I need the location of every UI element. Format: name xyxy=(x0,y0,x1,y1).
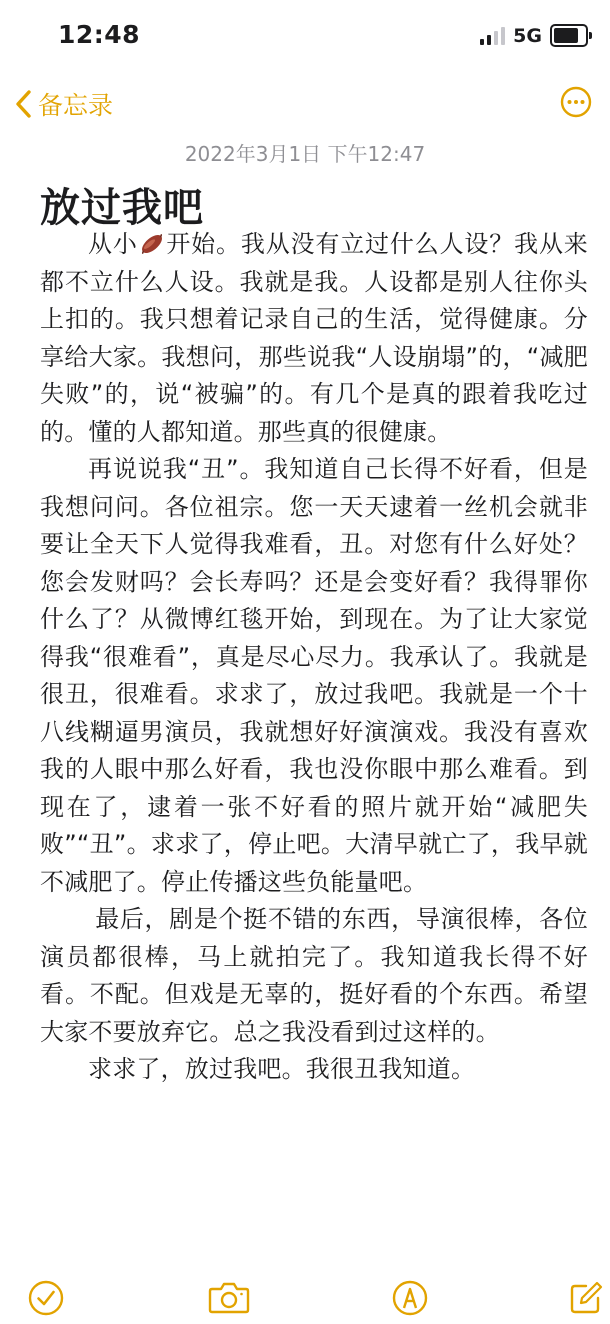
note-paragraph: 最后，剧是个挺不错的东西，导演很棒，各位演员都很棒，马上就拍完了。我知道我长得不好看。不配。但戏是无辜的，挺好看的个东西。希望大家不要放弃它。总之我没看到过这样的。 xyxy=(40,905,588,1046)
compose-button[interactable] xyxy=(566,1278,606,1318)
checkmark-circle-icon xyxy=(26,1278,66,1318)
network-type: 5G xyxy=(513,24,542,47)
cellular-signal-icon xyxy=(480,27,505,45)
markup-pen-icon xyxy=(390,1278,430,1318)
bottom-toolbar xyxy=(0,1278,610,1322)
camera-button[interactable] xyxy=(206,1278,252,1318)
note-body[interactable] xyxy=(40,226,588,1089)
note-paragraph: 求求了，放过我吧。我很丑我知道。 xyxy=(88,1055,476,1083)
note-paragraph: 再说说我“丑”。我知道自己长得不好看，但是我想问问。各位祖宗。您一天天逮着一丝机会就非要让全天下人觉得我难看，丑。对您有什么好处？您会发财吗？会长寿吗？还是会变好看？我得罪你什么了？从微博红毯开始，到现在。为了让大家觉得我“很难看”，真是尽心尽力。我承认了。我就是很丑，很难看。求求了，放过我吧。我就是一个十八线糊逼男演员，我就想好好演演戏。我没有喜欢我的人眼中那么好看，我也没你眼中那么难看。到现在了，逮着一张不好看的照片就开始“减肥失败”“丑”。求求了，停止吧。大清早就亡了，我早就不减肥了。停止传播这些负能量吧。 xyxy=(40,455,588,896)
back-label: 备忘录 xyxy=(38,91,114,120)
note-date: 2022年3月1日 下午12:47 xyxy=(184,142,426,166)
status-indicators xyxy=(480,24,588,47)
compose-icon xyxy=(566,1278,606,1318)
sweet-potato-emoji xyxy=(139,232,165,256)
camera-icon xyxy=(206,1278,252,1318)
more-button[interactable] xyxy=(560,86,592,118)
ellipsis-circle-icon xyxy=(560,86,592,118)
status-time: 12:48 xyxy=(58,20,141,49)
checklist-button[interactable] xyxy=(26,1278,66,1318)
chevron-left-icon xyxy=(14,89,32,119)
status-bar xyxy=(0,0,610,70)
paragraph-text: 从小 xyxy=(88,230,138,258)
note-title[interactable]: 放过我吧 xyxy=(40,185,204,231)
battery-icon xyxy=(550,24,588,47)
back-button[interactable] xyxy=(14,86,113,122)
note-paragraph xyxy=(40,226,588,451)
paragraph-text: 开始。我从没有立过什么人设？我从来都不立什么人设。我就是我。人设都是别人往你头上扣的。我只想着记录自己的生活，觉得健康。分享给大家。我想问，那些说我“人设崩塌”的，“减肥失败”的，说“被骗”的。有几个是真的跟着我吃过的。懂的人都知道。那些真的很健康。 xyxy=(40,230,588,446)
nav-bar xyxy=(0,80,610,128)
markup-button[interactable] xyxy=(390,1278,430,1318)
